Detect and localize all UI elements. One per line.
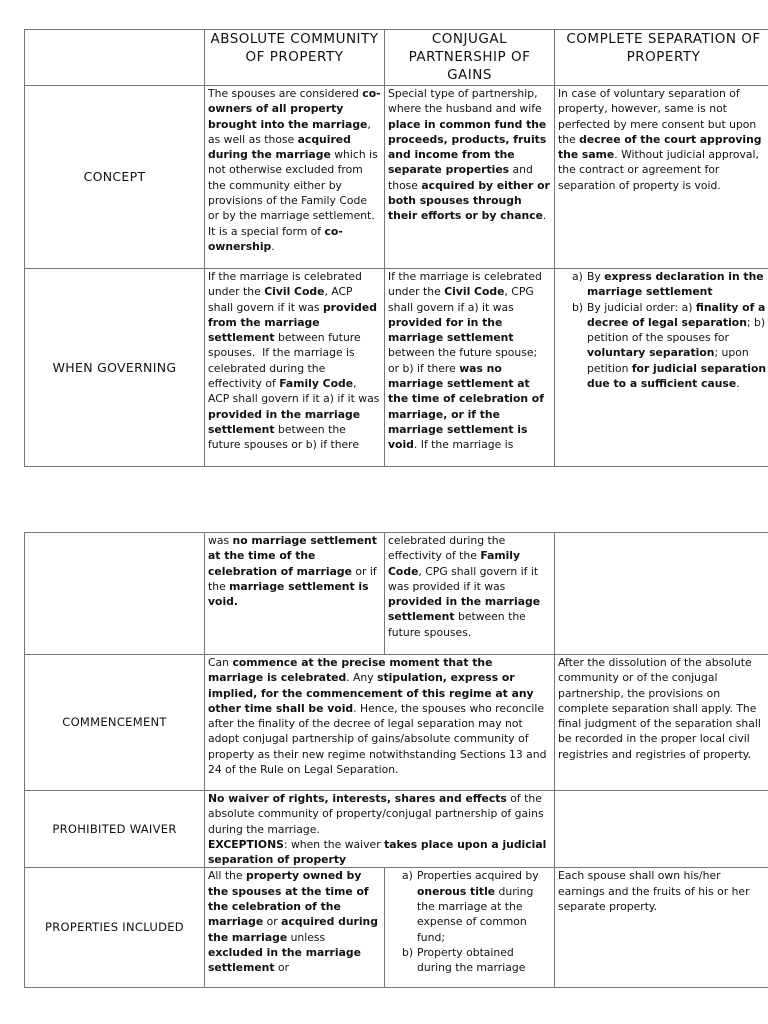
properties-acp-cell bbox=[205, 868, 385, 988]
bold-text-run: provided in the marriage settlement bbox=[388, 595, 541, 624]
row-label-commencement: COMMENCEMENT bbox=[25, 655, 205, 791]
continued-acp-cell bbox=[205, 533, 385, 655]
text-run: If the marriage is celebrated under the bbox=[388, 270, 542, 299]
text-run: , CPG shall govern if it was provided if it was bbox=[388, 564, 539, 593]
text-run: : when the waiver bbox=[283, 837, 385, 851]
continued-cpg-cell bbox=[385, 533, 555, 655]
bold-text-run: Family Code bbox=[279, 377, 354, 391]
row-label-concept: CONCEPT bbox=[25, 86, 205, 269]
row-governing-continued bbox=[25, 533, 768, 655]
properties-csp-cell bbox=[555, 868, 768, 988]
commencement-csp-cell bbox=[555, 655, 768, 791]
text-run: By bbox=[587, 270, 605, 283]
header-corner-cell bbox=[25, 30, 205, 86]
bold-text-run: Family Code bbox=[388, 549, 521, 578]
bold-text-run: co-ownership bbox=[208, 224, 343, 253]
text-run: . bbox=[542, 209, 547, 223]
text-run: . If the marriage is bbox=[413, 438, 514, 452]
bold-text-run: voluntary separation bbox=[587, 346, 715, 360]
text-run: unless bbox=[287, 930, 326, 944]
properties-cpg-cell bbox=[385, 868, 555, 988]
text-run: of the absolute community of property/conjugal partnership of gains during the marriage. bbox=[208, 792, 544, 836]
bold-text-run: takes place upon a judicial separation of property bbox=[208, 837, 547, 867]
governing-cpg-cell bbox=[385, 269, 555, 467]
concept-cpg-cell bbox=[385, 86, 555, 269]
text-run: between the future spouses or b) if there bbox=[208, 422, 360, 452]
bold-text-run: finality of a decree of legal separation bbox=[587, 300, 766, 329]
text-run: , CPG shall govern if a) it was bbox=[388, 285, 534, 314]
bold-text-run: express declaration in the marriage settlement bbox=[587, 270, 764, 299]
text-run: The spouses are considered bbox=[208, 87, 363, 100]
bold-text-run: acquired by either or both spouses through their efforts or by chance bbox=[388, 178, 550, 223]
text-run: was bbox=[208, 534, 233, 547]
commencement-acp-cpg-cell bbox=[205, 655, 555, 791]
text-run: . Any bbox=[346, 671, 378, 685]
list-item bbox=[572, 269, 768, 300]
list-marker: a) bbox=[572, 270, 583, 283]
text-run: . bbox=[271, 239, 275, 253]
text-run: , ACP shall govern if it a) if it was bbox=[208, 377, 380, 406]
list-marker: b) bbox=[402, 945, 414, 959]
row-prohibited-waiver bbox=[25, 791, 768, 868]
row-label-properties-included: PROPERTIES INCLUDED bbox=[25, 868, 205, 988]
concept-acp-cell bbox=[205, 86, 385, 269]
text-run: , ACP shall govern if it was bbox=[208, 285, 353, 314]
text-run: ; b) petition of the spouses for bbox=[587, 315, 766, 345]
row-label-when-governing: WHEN GOVERNING bbox=[25, 269, 205, 467]
bold-text-run: excluded in the marriage settlement bbox=[208, 945, 361, 975]
text-run: which is not otherwise excluded from the community either by provisions of the Family Code or by the marriage settlement. It is a special form of bbox=[208, 148, 378, 238]
waiver-acp-cpg-cell bbox=[205, 791, 555, 868]
text-run: If the marriage is celebrated under the bbox=[208, 270, 362, 299]
text-run: , as well as those bbox=[208, 117, 371, 146]
row-when-governing bbox=[25, 269, 768, 467]
regime-comparison-table-page-2 bbox=[24, 532, 768, 988]
bold-text-run: was no marriage settlement at the time of celebration of marriage, or if the marriage settlement is void bbox=[388, 361, 544, 452]
waiver-csp-cell bbox=[555, 791, 768, 868]
bold-text-run: acquired during the marriage bbox=[208, 915, 378, 944]
governing-acp-cell bbox=[205, 269, 385, 467]
text-run: or bbox=[274, 961, 290, 975]
bold-text-run: stipulation, express or implied, for the commencement of this regime at any other time shall be void bbox=[208, 671, 534, 715]
bold-text-run: provided for in the marriage settlement bbox=[388, 315, 514, 345]
bold-text-run: no marriage settlement at the time of the celebration of marriage bbox=[208, 534, 377, 578]
regime-comparison-table-page-1 bbox=[24, 29, 768, 467]
bold-text-run: commence at the precise moment that the marriage is celebrated bbox=[208, 656, 493, 685]
bold-text-run: provided from the marriage settlement bbox=[208, 300, 377, 345]
bold-text-run: for judicial separation due to a sufficient cause bbox=[587, 361, 767, 391]
list-item bbox=[572, 300, 768, 392]
header-acp: ABSOLUTE COMMUNITY OF PROPERTY bbox=[205, 30, 385, 86]
concept-csp-cell bbox=[555, 86, 768, 269]
row-label-prohibited-waiver: PROHIBITED WAIVER bbox=[25, 791, 205, 868]
list-item bbox=[402, 868, 551, 944]
text-run: Property obtained during the marriage bbox=[417, 945, 526, 975]
bold-text-run: No waiver of rights, interests, shares and effects bbox=[208, 792, 507, 805]
text-run: By judicial order: a) bbox=[587, 300, 696, 314]
text-run: between the future spouse; or b) if there bbox=[388, 346, 538, 375]
row-commencement bbox=[25, 655, 768, 791]
text-run: All the bbox=[208, 869, 246, 883]
list-item bbox=[402, 945, 551, 976]
row-label-continued bbox=[25, 533, 205, 655]
list-marker: b) bbox=[572, 300, 584, 314]
text-run: or bbox=[263, 915, 282, 929]
text-run: and those bbox=[388, 163, 533, 192]
bold-text-run: provided in the marriage settlement bbox=[208, 407, 361, 436]
text-run: during the marriage at the expense of common fund; bbox=[417, 884, 534, 944]
text-run: Can bbox=[208, 656, 233, 669]
governing-csp-list bbox=[557, 269, 768, 391]
text-run: between future spouses. If the marriage is celebrated during the effectivity of bbox=[208, 331, 361, 391]
bold-text-run: Civil Code bbox=[264, 285, 325, 299]
bold-text-run: acquired during the marriage bbox=[208, 132, 351, 162]
bold-text-run: decree of the court approving the same bbox=[558, 132, 762, 162]
bold-text-run: marriage settlement is void. bbox=[208, 579, 369, 609]
text-run: . Hence, the spouses who reconcile after the finality of the decree of legal separation may not adopt conjugal partnership of gains/absolute community of property as their new regime notwithstanding Sections 13 and 24 of the Rule on Legal Separation. bbox=[208, 701, 547, 777]
text-run: . bbox=[736, 377, 740, 391]
bold-text-run: place in common fund the proceeds, products, fruits and income from the separate properties bbox=[388, 117, 547, 177]
text-run: ; upon petition bbox=[587, 346, 749, 375]
properties-cpg-list bbox=[387, 868, 551, 975]
text-run: Each spouse shall own his/her earnings and the fruits of his or her separate property. bbox=[558, 869, 750, 914]
row-concept bbox=[25, 86, 768, 269]
bold-text-run: co-owners of all property brought into the marriage bbox=[208, 87, 381, 131]
bold-text-run: Civil Code bbox=[444, 285, 505, 299]
row-properties-included bbox=[25, 868, 768, 988]
header-csp: COMPLETE SEPARATION OF PROPERTY bbox=[555, 30, 768, 86]
text-run: . Without judicial approval, the contract or agreement for separation of property is void. bbox=[558, 148, 759, 192]
text-run: celebrated during the effectivity of the bbox=[388, 534, 506, 563]
text-run: After the dissolution of the absolute community or of the conjugal partnership, the provisions on complete separation shall apply. The final judgment of the separation shall be recorded in the proper local civil registries and registries of property. bbox=[558, 656, 761, 761]
list-marker: a) bbox=[402, 869, 413, 883]
text-run: Special type of partnership, where the husband and wife bbox=[388, 87, 542, 116]
governing-csp-cell bbox=[555, 269, 768, 467]
text-run: or if the bbox=[208, 564, 377, 593]
text-run: between the future spouses. bbox=[388, 610, 526, 639]
continued-csp-cell bbox=[555, 533, 768, 655]
bold-text-run: EXCEPTIONS bbox=[208, 837, 284, 851]
text-run: In case of voluntary separation of property, however, same is not perfected by mere consent but upon the bbox=[558, 87, 757, 146]
header-row bbox=[25, 30, 768, 86]
bold-text-run: property owned by the spouses at the time of the celebration of the marriage bbox=[208, 869, 369, 929]
bold-text-run: onerous title bbox=[417, 884, 496, 898]
text-run: Properties acquired by bbox=[417, 869, 539, 883]
header-cpg: CONJUGAL PARTNERSHIP OF GAINS bbox=[385, 30, 555, 86]
